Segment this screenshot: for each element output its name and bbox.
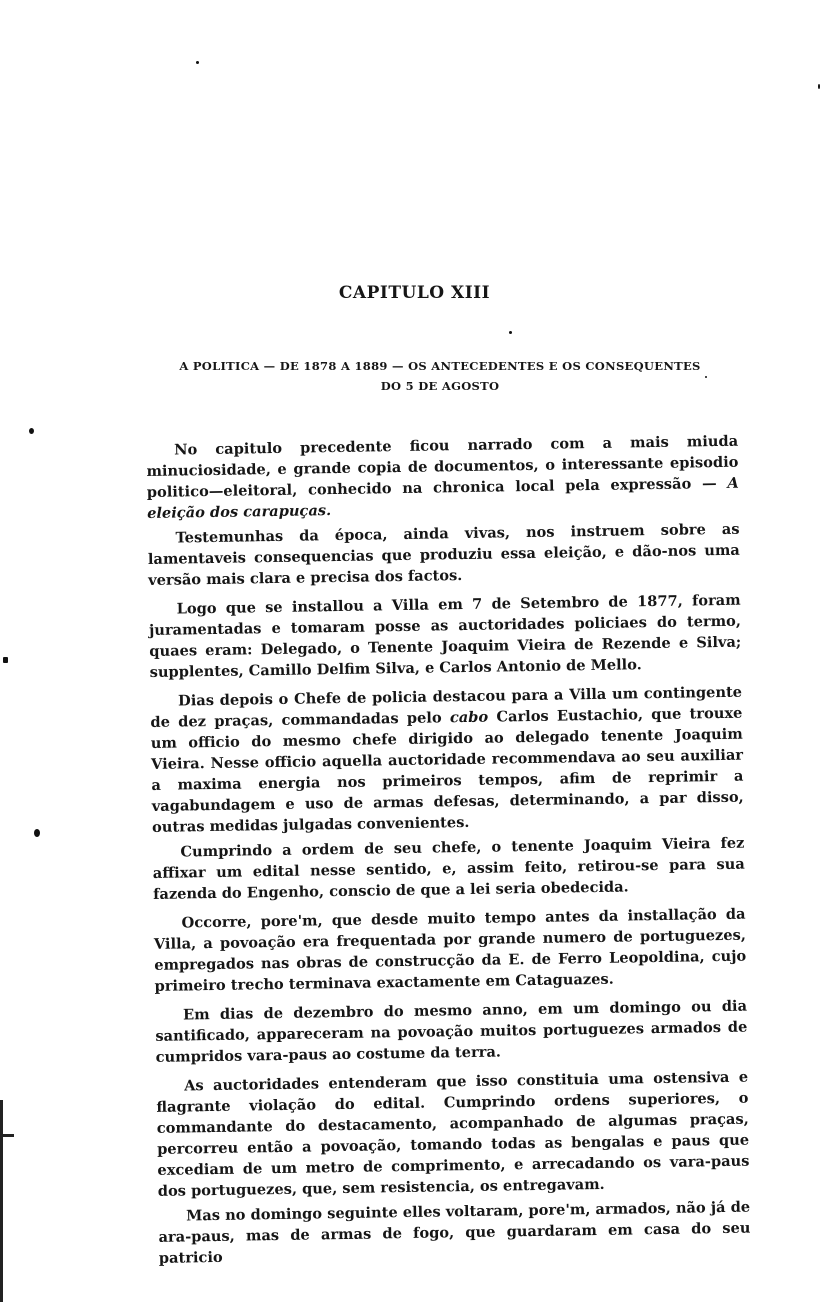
paragraph: Testemunhas da época, ainda vivas, nos instruem sobre as lamentaveis consequencias que produziu essa eleição, e dão-nos uma versão mais clara e precisa dos factos. [147, 520, 740, 589]
chapter-subtitle [150, 356, 730, 396]
scan-speck [3, 657, 8, 663]
scan-speck [34, 829, 40, 837]
scan-edge-tick [0, 1134, 14, 1137]
chapter-subtitle-line-2: DO 5 DE AGOSTO [380, 379, 500, 393]
paragraph-text: No capitulo precedente ficou narrado com a mais miuda minuciosidade, e grande copia de documentos, o interessante episodio politico—eleitoral, conhecido na chronica local pela expressão — [146, 432, 739, 501]
paragraph: Cumprindo a ordem de seu chefe, o tenente Joaquim Vieira fez affixar um edital nesse sentido, e, assim feito, retirou-se para sua fazenda do Engenho, conscio de que a lei seria obedecida. [152, 834, 745, 903]
paragraph: Mas no domingo seguinte elles voltaram, pore'm, armados, não já de ara-paus, mas de armas de fogo, que guardaram em casa do seu patricio [158, 1198, 751, 1267]
scan-speck [818, 84, 820, 89]
paragraph-emphasis: A eleição dos carapuças. [147, 474, 739, 522]
paragraph [146, 431, 739, 524]
scan-speck [29, 428, 34, 434]
chapter-title: CAPITULO XIII [338, 283, 491, 303]
paragraph [150, 682, 744, 838]
paragraph-text: Dias depois o Chefe de policia destacou para a Villa um contingente de dez praças, commandadas pelo [150, 683, 743, 731]
scan-edge-line [0, 1100, 3, 1302]
paragraph: As auctoridades entenderam que isso constituia uma ostensiva e flagrante violação do edital. Cumprindo ordens superiores, o commandante do destacamento, acompanhado de algumas praças, percorreu então a povoação, tomando todas as bengalas e paus que excediam de um metro de comprimento, e arrecadando os vara-paus dos portuguezes, que, sem resistencia, os entregavam. [156, 1068, 750, 1200]
paragraph-text: Carlos Eustachio, que trouxe um officio do mesmo chefe dirigido ao delegado tenente Joaquim Vieira. Nesse officio aquella auctoridade recommendava ao seu auxiliar a maxima energia nos primeiros tempos, afim de reprimir a vagabundagem e uso de armas defesas, determinando, a par disso, outras medidas julgadas convenientes. [150, 704, 744, 836]
paragraph: Occorre, pore'm, que desde muito tempo antes da installação da Villa, a povoação era frequentada por grande numero de portuguezes, empregados nas obras de construcção da E. de Ferro Leopoldina, cujo primeiro trecho terminava exactamente em Cataguazes. [153, 905, 747, 995]
chapter-body [146, 431, 751, 1277]
scan-speck [509, 331, 512, 334]
paragraph-emphasis: cabo [449, 708, 489, 727]
paragraph: Logo que se installou a Villa em 7 de Setembro de 1877, foram juramentadas e tomaram posse as auctoridades policiaes do termo, quaes eram: Delegado, o Tenente Joaquim Vieira de Rezende e Silva; supplentes, Camillo Delfim Silva, e Carlos Antonio de Mello. [148, 591, 742, 681]
chapter-subtitle-line-1: A POLITICA — DE 1878 A 1889 — OS ANTECEDENTES E OS CONSEQUENTES [179, 359, 701, 373]
paragraph: Em dias de dezembro do mesmo anno, em um domingo ou dia santificado, appareceram na povoação muitos portuguezes armados de cumpridos vara-paus ao costume da terra. [155, 997, 748, 1066]
scan-speck [196, 61, 199, 64]
